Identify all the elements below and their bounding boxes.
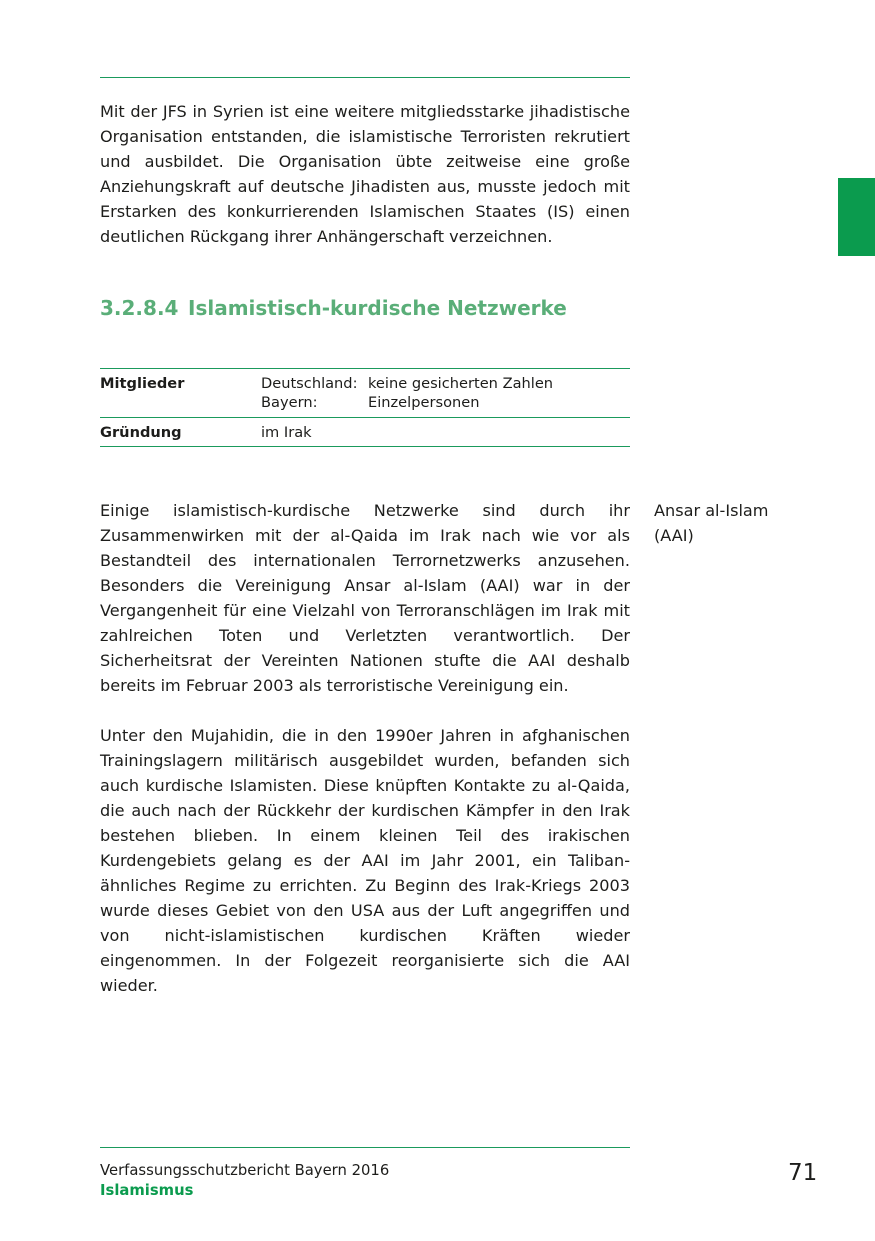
chapter-tab-marker — [838, 178, 875, 256]
margin-note-line-1: Ansar al-Islam — [654, 501, 769, 520]
body-paragraph-2: Unter den Mujahidin, die in den 1990er Jahren in afghanischen Trainingslagern militärisch ausgebildet wurden, befanden sich auch kurdische Islamisten. Diese knüpften Kontakte zu al-Qaida, die auch nach der Rückkehr der kurdischen Kämpfer in den Irak bestehen blieben. In einem kleinen Teil des irakischen Kurdengebiets gelang es der AAI im Jahr 2001, ein Taliban-ähnliches Regime zu errichten. Zu Beginn des Irak-Kriegs 2003 wurde dieses Gebiet von den USA aus der Luft angegriffen und von nicht-islamistischen kurdischen Kräften wieder eingenommen. In der Folgezeit reorganisierte sich die AAI wieder. — [100, 726, 630, 995]
members-region-germany: Deutschland: — [261, 375, 358, 392]
body-paragraph-1: Einige islamistisch-kurdische Netzwerke sind durch ihr Zusammenwirken mit der al-Qaida im Irak nach wie vor als Bestandteil des internationalen Terrornetzwerks anzusehen. Besonders die Vereinigung Ansar al-Islam (AAI) war in der Vergangenheit für eine Vielzahl von Terroranschlägen im Irak mit zahlreichen Toten und Verletzten verantwortlich. Der Sicherheitsrat der Vereinten Nationen stufte die AAI deshalb bereits im Februar 2003 als terroristische Vereinigung ein. — [100, 501, 630, 695]
members-value-germany: keine gesicherten Zahlen — [368, 375, 554, 392]
footer-rule — [100, 1147, 630, 1148]
members-label: Mitglieder — [100, 375, 185, 392]
facts-row-founding — [100, 418, 630, 447]
facts-table — [100, 368, 630, 447]
margin-note-line-2: (AAI) — [654, 526, 694, 545]
facts-row-members — [100, 368, 630, 418]
margin-note — [654, 498, 854, 548]
page-number: 71 — [788, 1160, 818, 1186]
intro-paragraph: Mit der JFS in Syrien ist eine weitere mitgliedsstarke jihadistische Organisation entstanden, die islamistische Terroristen rekrutiert und ausbildet. Die Organisation übte zeitweise eine große Anziehungskraft auf deutsche Jihadisten aus, musste jedoch mit Erstarken des konkurrierenden Islamischen Staates (IS) einen deutlichen Rückgang ihrer Anhängerschaft verzeichnen. — [100, 102, 630, 246]
founding-value: im Irak — [261, 424, 312, 441]
section-number: 3.2.8.4 — [100, 296, 179, 320]
section-heading — [100, 296, 567, 320]
top-rule — [100, 77, 630, 78]
footer-chapter: Islamismus — [100, 1182, 194, 1199]
footer-report-title: Verfassungsschutzbericht Bayern 2016 — [100, 1162, 390, 1179]
founding-label: Gründung — [100, 424, 182, 441]
section-title: Islamistisch-kurdische Netzwerke — [188, 296, 567, 320]
members-region-bavaria: Bayern: — [261, 394, 318, 411]
members-value-bavaria: Einzelpersonen — [368, 394, 480, 411]
